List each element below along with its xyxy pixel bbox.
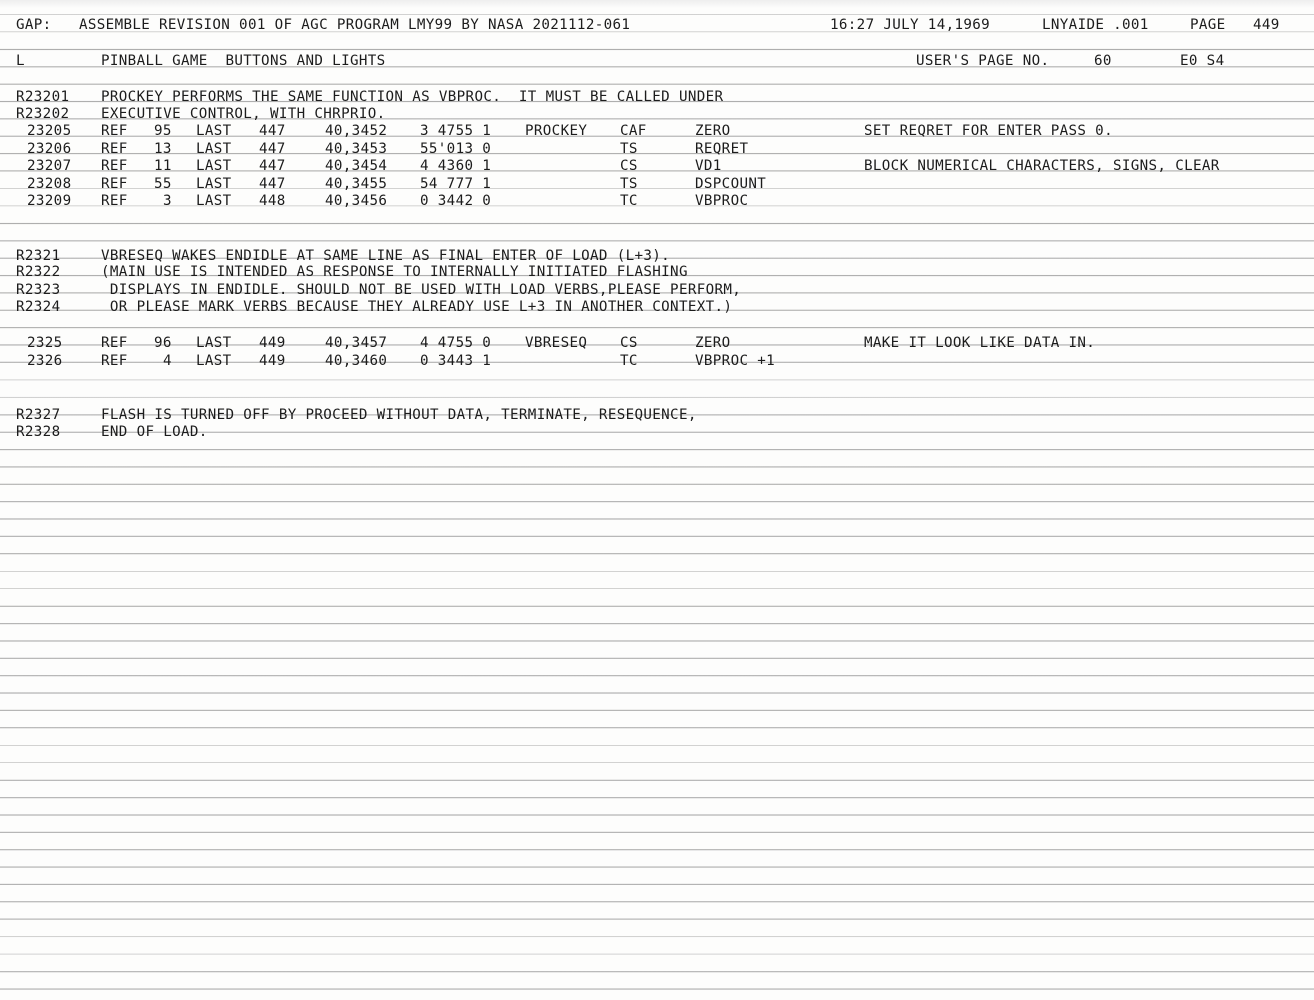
operand: ZERO (695, 335, 731, 351)
operand: VBPROC +1 (695, 353, 776, 369)
last-keyword: LAST (196, 353, 232, 369)
line-number: 2325 (27, 335, 63, 351)
comment-line (0, 423, 1314, 441)
ref-count: 96 (154, 335, 172, 351)
comment-text: VBRESEQ WAKES ENDIDLE AT SAME LINE AS FINAL ENTER OF LOAD (L+3). (101, 248, 671, 264)
line-number: 2326 (27, 353, 63, 369)
operand: REQRET (695, 141, 749, 157)
last-keyword: LAST (196, 158, 232, 174)
opcode: TC (620, 353, 638, 369)
card-id: R2322 (16, 264, 61, 280)
comment-text: END OF LOAD. (101, 424, 208, 440)
operand: VBPROC (695, 193, 749, 209)
comment-line (0, 281, 1314, 299)
ref-keyword: REF (101, 123, 128, 139)
comment-text: DISPLAYS IN ENDIDLE. SHOULD NOT BE USED WITH LOAD VERBS,PLEASE PERFORM, (101, 282, 742, 298)
card-id: R2321 (16, 248, 61, 264)
comment-text: PROCKEY PERFORMS THE SAME FUNCTION AS VBPROC. IT MUST BE CALLED UNDER (101, 89, 724, 105)
card-id: R2324 (16, 299, 61, 315)
paper-edge (0, 0, 1314, 8)
line-number: 23205 (27, 123, 72, 139)
timestamp: 16:27 JULY 14,1969 (830, 17, 991, 33)
ref-keyword: REF (101, 141, 128, 157)
comment-line (0, 406, 1314, 424)
octal-word: 55'013 0 (420, 141, 492, 157)
user-page-label: USER'S PAGE NO. (916, 53, 1050, 69)
address: 40,3457 (325, 335, 388, 351)
last-page: 447 (259, 158, 286, 174)
address: 40,3456 (325, 193, 388, 209)
octal-word: 0 3442 0 (420, 193, 492, 209)
comment-text: (MAIN USE IS INTENDED AS RESPONSE TO INTERNALLY INITIATED FLASHING (101, 264, 688, 280)
line-number: 23208 (27, 176, 72, 192)
section-title: PINBALL GAME BUTTONS AND LIGHTS (101, 53, 386, 69)
comment-text: FLASH IS TURNED OFF BY PROCEED WITHOUT DATA, TERMINATE, RESEQUENCE, (101, 407, 697, 423)
gap-label: GAP: (16, 17, 52, 33)
card-id: R23202 (16, 106, 70, 122)
card-id: R23201 (16, 89, 70, 105)
ref-count: 95 (154, 123, 172, 139)
last-keyword: LAST (196, 176, 232, 192)
ref-count: 55 (154, 176, 172, 192)
page-label: PAGE (1190, 17, 1226, 33)
ref-count: 11 (154, 158, 172, 174)
ref-count: 13 (154, 141, 172, 157)
comment-line (0, 298, 1314, 316)
octal-word: 54 777 1 (420, 176, 492, 192)
comment-line (0, 105, 1314, 123)
last-keyword: LAST (196, 193, 232, 209)
assembly-header (0, 16, 1314, 34)
user-id: LNYAIDE .001 (1042, 17, 1149, 33)
code-row (0, 192, 1314, 210)
last-page: 449 (259, 335, 286, 351)
row-comment: MAKE IT LOOK LIKE DATA IN. (864, 335, 1096, 351)
label: VBRESEQ (525, 335, 588, 351)
address: 40,3453 (325, 141, 388, 157)
opcode: CAF (620, 123, 647, 139)
ref-keyword: REF (101, 335, 128, 351)
octal-word: 4 4755 0 (420, 335, 492, 351)
row-comment: SET REQRET FOR ENTER PASS 0. (864, 123, 1113, 139)
operand: VD1 (695, 158, 722, 174)
last-page: 448 (259, 193, 286, 209)
user-page-number: 60 (1094, 53, 1112, 69)
label: PROCKEY (525, 123, 588, 139)
code-row (0, 157, 1314, 175)
comment-text: EXECUTIVE CONTROL, WITH CHRPRIO. (101, 106, 386, 122)
row-comment: BLOCK NUMERICAL CHARACTERS, SIGNS, CLEAR (864, 158, 1220, 174)
last-page: 447 (259, 176, 286, 192)
log-letter: L (16, 53, 25, 69)
opcode: TC (620, 193, 638, 209)
opcode: CS (620, 335, 638, 351)
comment-line (0, 88, 1314, 106)
page-number: 449 (1253, 17, 1280, 33)
line-number: 23206 (27, 141, 72, 157)
code-row (0, 140, 1314, 158)
ref-count: 4 (163, 353, 172, 369)
last-page: 447 (259, 123, 286, 139)
code-row (0, 175, 1314, 193)
address: 40,3452 (325, 123, 388, 139)
line-number: 23207 (27, 158, 72, 174)
ref-keyword: REF (101, 158, 128, 174)
line-number: 23209 (27, 193, 72, 209)
code-row (0, 352, 1314, 370)
ref-count: 3 (163, 193, 172, 209)
comment-text: OR PLEASE MARK VERBS BECAUSE THEY ALREADY USE L+3 IN ANOTHER CONTEXT.) (101, 299, 733, 315)
card-id: R2328 (16, 424, 61, 440)
address: 40,3454 (325, 158, 388, 174)
edition-code: E0 S4 (1180, 53, 1225, 69)
octal-word: 4 4360 1 (420, 158, 492, 174)
address: 40,3460 (325, 353, 388, 369)
code-row (0, 122, 1314, 140)
ref-keyword: REF (101, 176, 128, 192)
ref-keyword: REF (101, 353, 128, 369)
opcode: TS (620, 176, 638, 192)
comment-line (0, 263, 1314, 281)
code-row (0, 334, 1314, 352)
last-keyword: LAST (196, 123, 232, 139)
octal-word: 3 4755 1 (420, 123, 492, 139)
card-id: R2323 (16, 282, 61, 298)
opcode: CS (620, 158, 638, 174)
last-page: 447 (259, 141, 286, 157)
last-keyword: LAST (196, 335, 232, 351)
opcode: TS (620, 141, 638, 157)
octal-word: 0 3443 1 (420, 353, 492, 369)
last-keyword: LAST (196, 141, 232, 157)
assembly-title: ASSEMBLE REVISION 001 OF AGC PROGRAM LMY99 BY NASA 2021112-061 (79, 17, 631, 33)
operand: ZERO (695, 123, 731, 139)
last-page: 449 (259, 353, 286, 369)
operand: DSPCOUNT (695, 176, 767, 192)
card-id: R2327 (16, 407, 61, 423)
address: 40,3455 (325, 176, 388, 192)
section-header (0, 52, 1314, 70)
ref-keyword: REF (101, 193, 128, 209)
